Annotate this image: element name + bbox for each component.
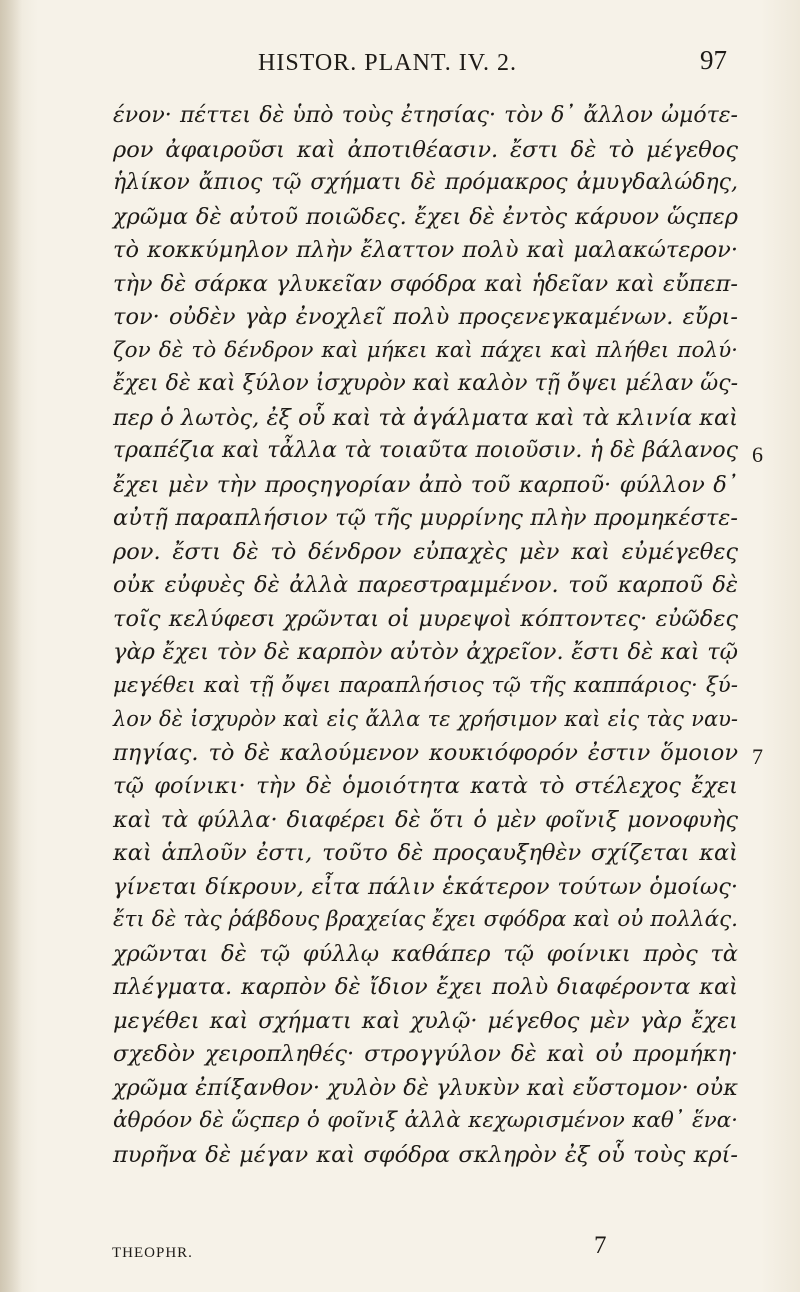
running-head: HISTOR. PLANT. IV. 2. [258, 50, 518, 76]
text-line: χρῶνται δὲ τῷ φύλλῳ καθάπερ τῷ φοίνικι πρὸς τὰ [113, 941, 738, 967]
text-line: μεγέθει καὶ σχήματι καὶ χυλῷ· μέγεθος μὲν γὰρ ἔχει [113, 1008, 738, 1034]
text-line: ρον. ἔστι δὲ τὸ δένδρον εὐπαχὲς μὲν καὶ εὐμέγεθες [113, 539, 738, 565]
text-line: πυρῆνα δὲ μέγαν καὶ σφόδρα σκληρὸν ἐξ οὗ τοὺς κρί- [113, 1142, 738, 1168]
text-line: τον· οὐδὲν γὰρ ἐνοχλεῖ πολὺ προςενεγκαμένων. εὔρι- [113, 304, 738, 330]
text-line: οὐκ εὐφυὲς δὲ ἀλλὰ παρεστραμμένον. τοῦ καρποῦ δὲ [113, 572, 738, 598]
text-line: πλέγματα. καρπὸν δὲ ἴδιον ἔχει πολὺ διαφέροντα καὶ [113, 974, 738, 1000]
text-line: ἔχει δὲ καὶ ξύλον ἰσχυρὸν καὶ καλὸν τῇ ὄψει μέλαν ὥς- [113, 371, 738, 396]
text-line: χρῶμα δὲ αὐτοῦ ποιῶδες. ἔχει δὲ ἐντὸς κάρυον ὥςπερ [113, 204, 738, 230]
text-line: αὐτῇ παραπλήσιον τῷ τῆς μυρρίνης πλὴν προμηκέστε- [113, 505, 738, 531]
text-line: ἀθρόον δὲ ὥςπερ ὁ φοῖνιξ ἀλλὰ κεχωρισμένον καθ᾽ ἕνα· [113, 1108, 738, 1133]
text-line: ἔχει μὲν τὴν προςηγορίαν ἀπὸ τοῦ καρποῦ· φύλλον δ᾽ [113, 472, 738, 498]
text-line: τὴν δὲ σάρκα γλυκεῖαν σφόδρα καὶ ἡδεῖαν καὶ εὔπεπ- [113, 271, 738, 297]
text-line: ένον· πέττει δὲ ὑπὸ τοὺς ἐτησίας· τὸν δ᾽ ἄλλον ὠμότε- [113, 103, 738, 128]
text-line: πηγίας. τὸ δὲ καλούμενον κουκιόφορόν ἐστιν ὅμοιον [113, 740, 738, 766]
page-number: 97 [700, 45, 727, 75]
text-line: τῷ φοίνικι· τὴν δὲ ὁμοιότητα κατὰ τὸ στέλεχος ἔχει [113, 773, 738, 799]
text-line: ἡλίκον ἄπιος τῷ σχήματι δὲ πρόμακρος ἀμυγδαλώδης, [113, 170, 738, 195]
text-line: σχεδὸν χειροπληθές· στρογγύλον δὲ καὶ οὐ προμήκη· [113, 1041, 738, 1067]
spine-shadow [0, 0, 22, 1292]
margin-section-number: 7 [752, 744, 763, 769]
text-line: χρῶμα ἐπίξανθον· χυλὸν δὲ γλυκὺν καὶ εὔστομον· οὐκ [113, 1075, 738, 1101]
text-line: γὰρ ἔχει τὸν δὲ καρπὸν αὐτὸν ἀχρεῖον. ἔστι δὲ καὶ τῷ [113, 639, 738, 665]
signature-number: 7 [594, 1232, 607, 1259]
text-line: ἔτι δὲ τὰς ῥάβδους βραχείας ἔχει σφόδρα καὶ οὐ πολλάς. [113, 907, 738, 932]
signature-label: THEOPHR. [112, 1245, 193, 1261]
margin-section-number: 6 [752, 442, 763, 467]
text-line: τραπέζια καὶ τἆλλα τὰ τοιαῦτα ποιοῦσιν. ἡ δὲ βάλανος [113, 438, 738, 463]
text-line: καὶ ἁπλοῦν ἐστι, τοῦτο δὲ προςαυξηθὲν σχίζεται καὶ [113, 840, 738, 866]
text-line: τοῖς κελύφεσι χρῶνται οἱ μυρεψοὶ κόπτοντες· εὐῶδες [113, 606, 738, 632]
text-line: γίνεται δίκρουν, εἶτα πάλιν ἑκάτερον τούτων ὁμοίως· [113, 874, 738, 900]
text-line: λον δὲ ἰσχυρὸν καὶ εἰς ἄλλα τε χρήσιμον καὶ εἰς τὰς ναυ- [113, 707, 738, 731]
text-line: τὸ κοκκύμηλον πλὴν ἔλαττον πολὺ καὶ μαλακώτερον· [113, 237, 738, 263]
text-line: ρον ἀφαιροῦσι καὶ ἀποτιθέασιν. ἔστι δὲ τὸ μέγεθος [113, 137, 738, 163]
text-line: μεγέθει καὶ τῇ ὄψει παραπλήσιος τῷ τῆς καππάριος· ξύ- [113, 673, 738, 698]
text-line: ζον δὲ τὸ δένδρον καὶ μήκει καὶ πάχει καὶ πλήθει πολύ· [113, 338, 738, 363]
text-line: καὶ τὰ φύλλα· διαφέρει δὲ ὅτι ὁ μὲν φοῖνιξ μονοφυὴς [113, 807, 738, 833]
text-line: περ ὁ λωτὸς, ἐξ οὗ καὶ τὰ ἀγάλματα καὶ τὰ κλινία καὶ [113, 405, 739, 431]
